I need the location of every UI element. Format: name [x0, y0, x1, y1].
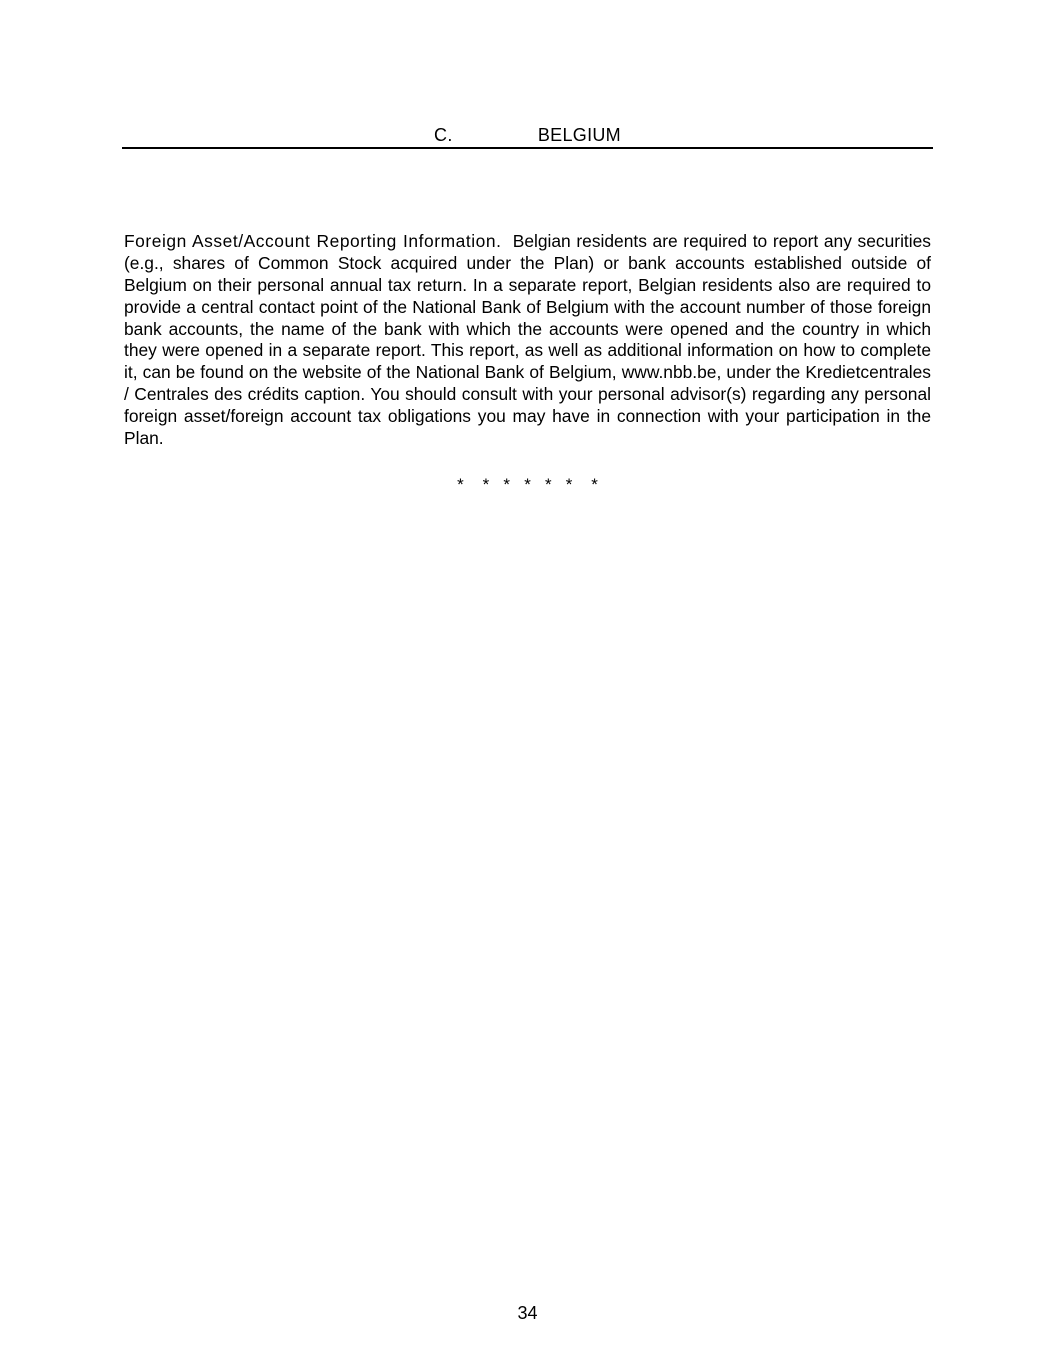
section-heading: [122, 124, 933, 146]
page-number: 34: [517, 1303, 538, 1323]
foreign-asset-reporting-paragraph: [124, 231, 931, 449]
paragraph-lead-heading: Foreign Asset/Account Reporting Information.: [124, 231, 502, 252]
section-title: BELGIUM: [537, 125, 621, 145]
section-letter: C.: [434, 125, 453, 145]
paragraph-body-text: Belgian residents are required to report any securities (e.g., shares of Common Stock acquired under the Plan) or bank accounts established outside of Belgium on their personal annual tax return. In a separate report, Belgian residents also are required to provide a central contact point of the National Bank of Belgium with the account number of those foreign bank accounts, the name of the bank with which the accounts were opened and the country in which they were opened in a separate report. This report, as well as additional information on how to complete it, can be found on the website of the National Bank of Belgium, www.nbb.be, under the Kredietcentrales / Centrales des crédits caption. You should consult with your personal advisor(s) regarding any personal foreign asset/foreign account tax obligations you may have in connection with your participation in the Plan.: [124, 231, 931, 448]
heading-underline-rule: [122, 147, 933, 149]
asterisk-separator: * * * * * * *: [457, 475, 598, 494]
